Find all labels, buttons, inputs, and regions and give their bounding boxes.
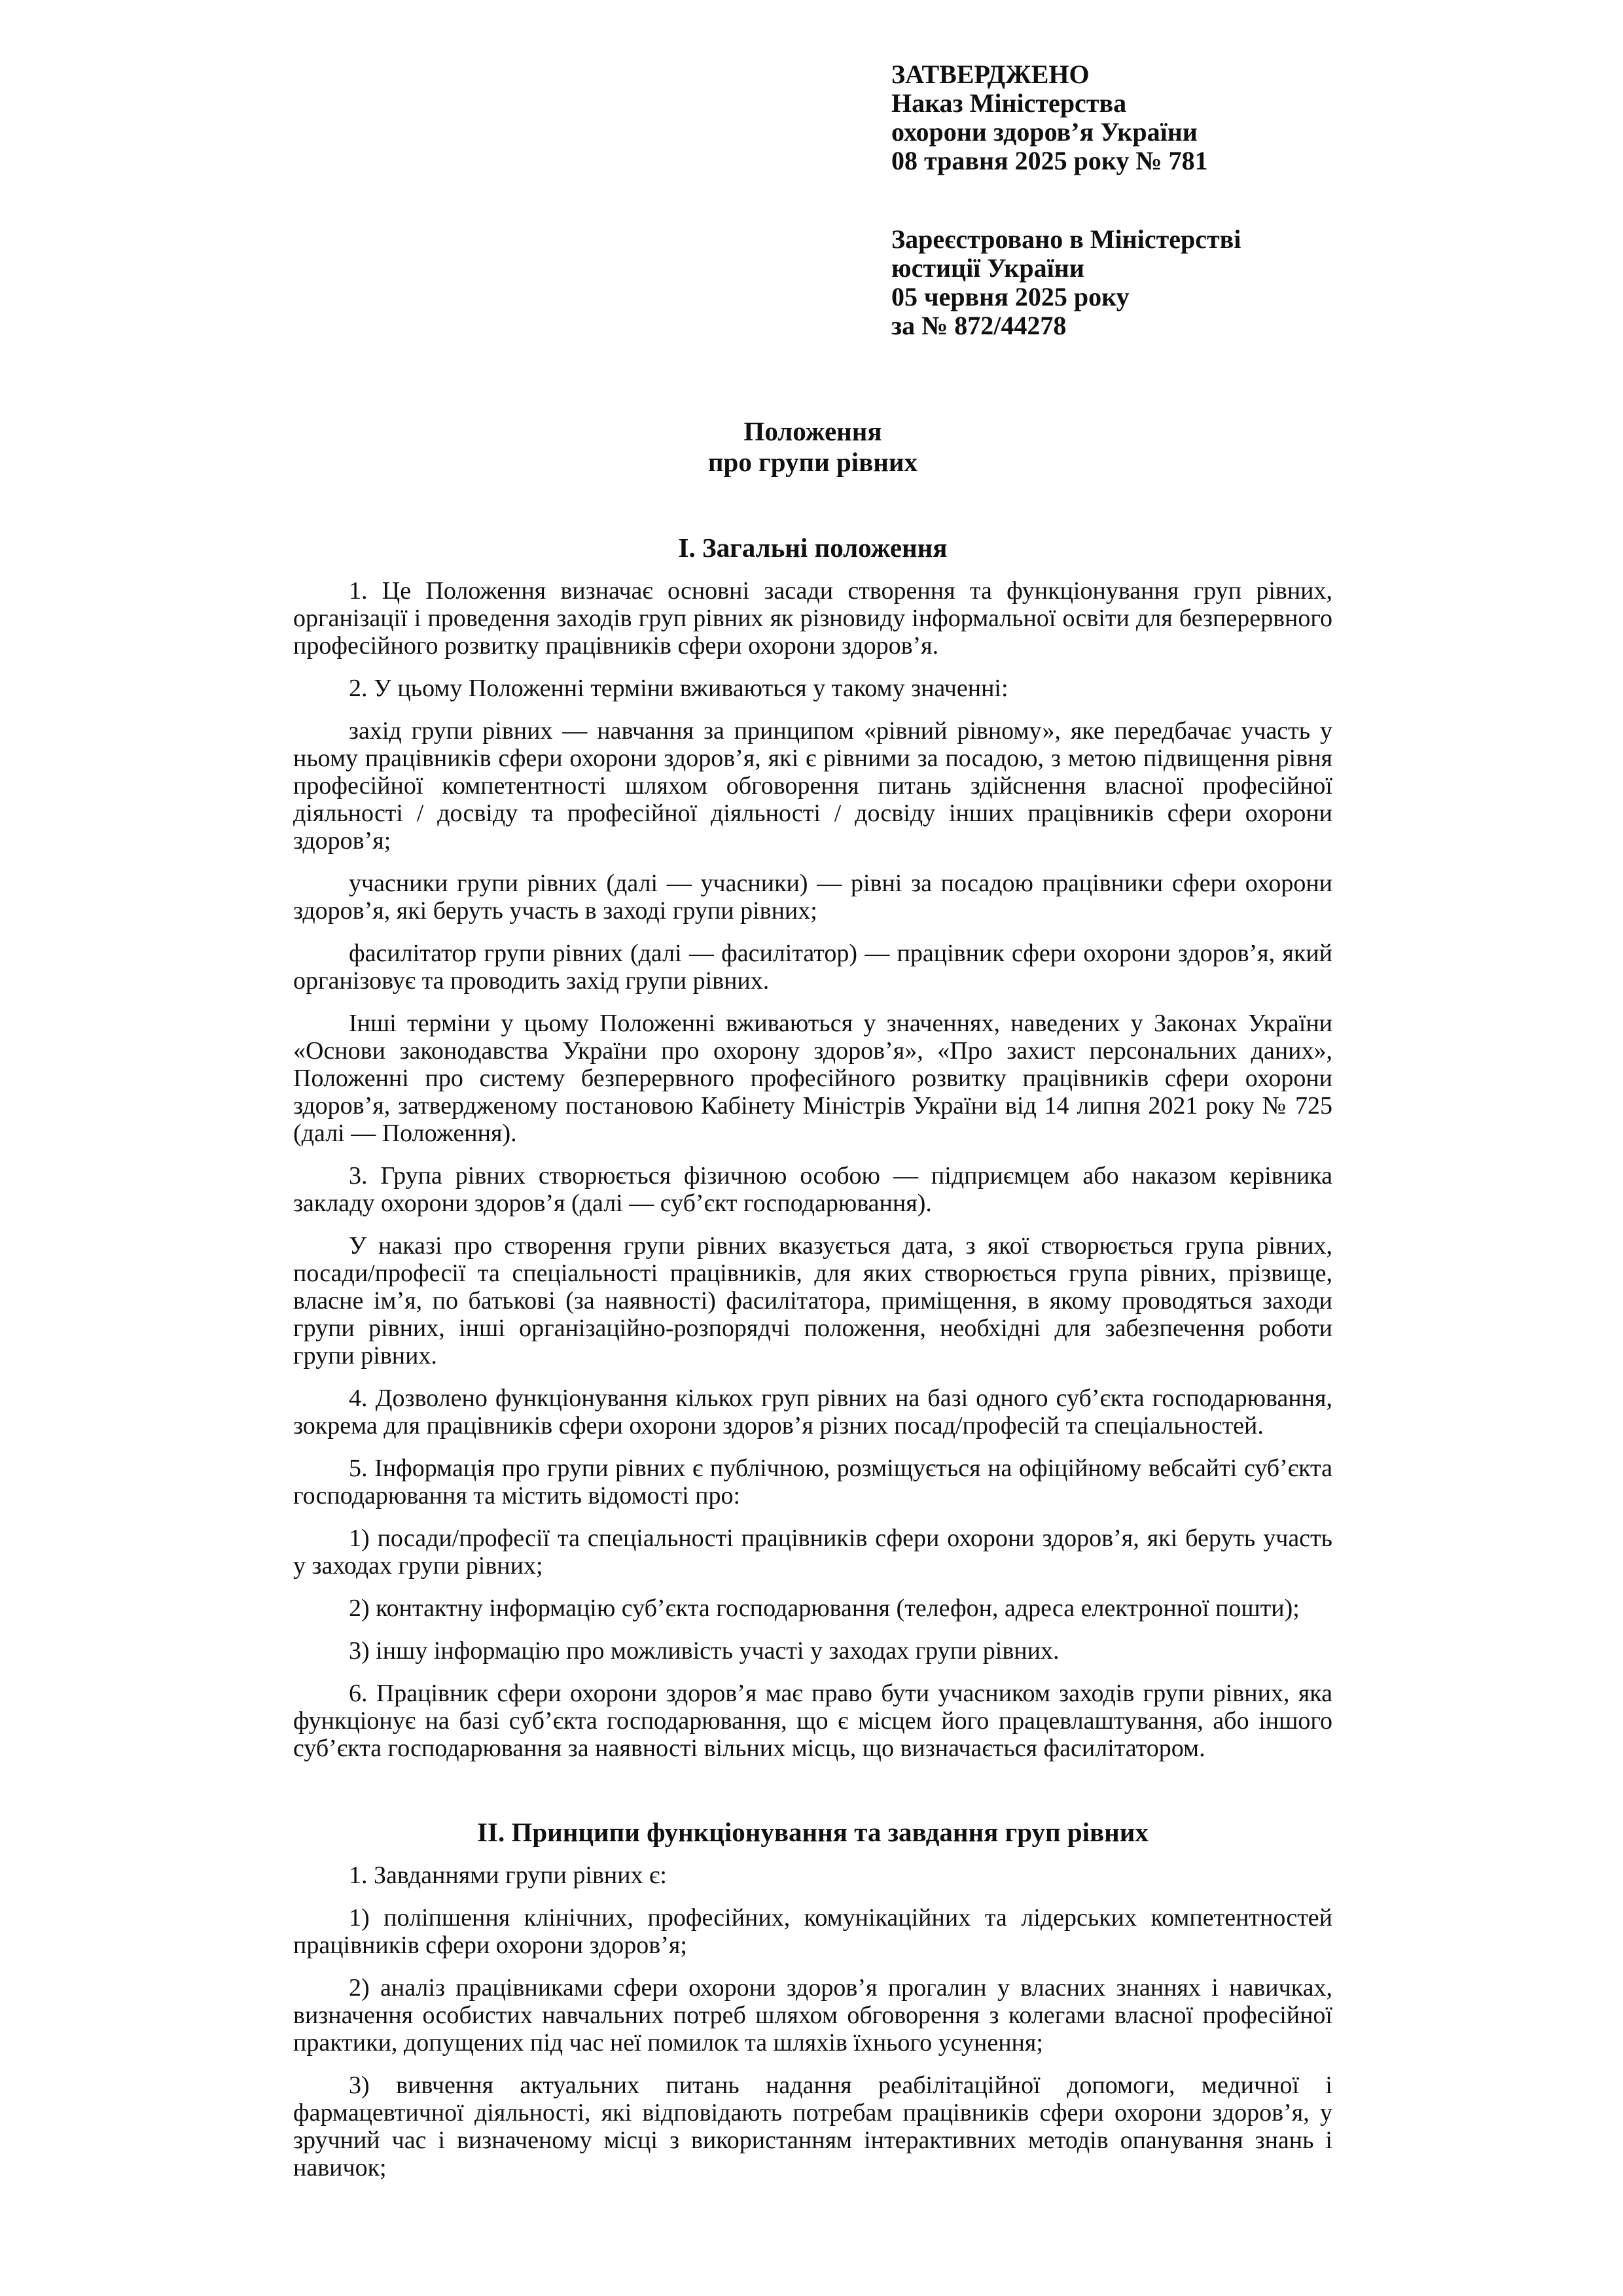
paragraph: 3) вивчення актуальних питань надання реабілітаційної допомоги, медичної і фармацевтичної діяльності, які відповідають потребам працівників сфери охорони здоров’я, у зручний час і визначеному місці з використанням інтерактивних методів опанування знань і навичок; [293, 2072, 1332, 2181]
paragraph: 1) поліпшення клінічних, професійних, комунікаційних та лідерських компетентностей працівників сфери охорони здоров’я; [293, 1904, 1332, 1959]
paragraph: У наказі про створення групи рівних вказується дата, з якої створюється група рівних, посади/професії та спеціальності працівників, для яких створюється група рівних, прізвище, власне ім’я, по батькові (за наявності) фасилітатора, приміщення, в якому проводяться заходи групи рівних, інші організаційно-розпорядчі положення, необхідні для забезпечення роботи групи рівних. [293, 1232, 1332, 1369]
approval-line: ЗАТВЕРДЖЕНО [891, 60, 1090, 89]
registration-block [891, 225, 1332, 340]
section-general-provisions [293, 534, 1332, 1762]
paragraph: 2. У цьому Положенні терміни вживаються у такому значенні: [349, 675, 1008, 702]
paragraph: 5. Інформація про групи рівних є публічною, розміщується на офіційному вебсайті суб’єкта господарювання та містить відомості про: [293, 1455, 1332, 1510]
document-title [293, 416, 1332, 478]
registration-line: за № 872/44278 [891, 311, 1067, 340]
approval-line: Наказ Міністерства [891, 88, 1127, 118]
paragraph: 2) аналіз працівниками сфери охорони здоров’я прогалин у власних знаннях і навичках, визначення особистих навчальних потреб шляхом обговорення з колегами власної професійної практики, допущених під час неї помилок та шляхів їхнього усунення; [293, 1974, 1332, 2057]
paragraph: 2) контактну інформацію суб’єкта господарювання (телефон, адреса електронної пошти); [349, 1595, 1300, 1622]
title-line: Положення [743, 416, 882, 446]
section-heading: ІІ. Принципи функціонування та завдання груп рівних [477, 1817, 1149, 1847]
title-line: про групи рівних [707, 447, 918, 477]
paragraph: захід групи рівних — навчання за принципом «рівний рівному», яке передбачає участь у ньому працівників сфери охорони здоров’я, які є рівними за посадою, з метою підвищення рівня професійної компетентності шляхом обговорення питань здійснення власної професійної діяльності / досвіду та професійної діяльності / досвіду інших працівників сфери охорони здоров’я; [293, 717, 1332, 855]
registration-line: Зареєстровано в Міністерстві [891, 224, 1241, 254]
paragraph: 6. Працівник сфери охорони здоров’я має право бути учасником заходів групи рівних, яка функціонує на базі суб’єкта господарювання, що є місцем його працевлаштування, або іншого суб’єкта господарювання за наявності вільних місць, що визначається фасилітатором. [293, 1680, 1332, 1762]
paragraph: 4. Дозволено функціонування кількох груп рівних на базі одного суб’єкта господарювання, зокрема для працівників сфери охорони здоров’я різних посад/професій та спеціальностей. [293, 1385, 1332, 1439]
paragraph: 1. Завданнями групи рівних є: [349, 1862, 667, 1889]
approval-block [891, 60, 1332, 175]
registration-line: 05 червня 2025 року [891, 282, 1130, 311]
paragraph: 1. Це Положення визначає основні засади створення та функціонування груп рівних, організації і проведення заходів груп рівних як різновиду інформальної освіти для безперервного професійного розвитку працівників сфери охорони здоров’я. [293, 577, 1332, 660]
paragraph: 3. Група рівних створюється фізичною особою — підприємцем або наказом керівника закладу охорони здоров’я (далі — суб’єкт господарювання). [293, 1162, 1332, 1217]
paragraph: учасники групи рівних (далі — учасники) — рівні за посадою працівники сфери охорони здоров’я, які беруть участь в заході групи рівних; [293, 870, 1332, 925]
paragraph: Інші терміни у цьому Положенні вживаються у значеннях, наведених у Законах України «Основи законодавства України про охорону здоров’я», «Про захист персональних даних», Положенні про систему безперервного професійного розвитку працівників сфери охорони здоров’я, затвердженому постановою Кабінету Міністрів України від 14 липня 2021 року № 725 (далі — Положення). [293, 1010, 1332, 1147]
paragraph: 1) посади/професії та спеціальності працівників сфери охорони здоров’я, які беруть участь у заходах групи рівних; [293, 1525, 1332, 1580]
paragraph: 3) іншу інформацію про можливість участі у заходах групи рівних. [349, 1637, 1060, 1665]
approval-line: охорони здоров’я України [891, 117, 1198, 147]
registration-line: юстиції України [891, 253, 1084, 283]
approval-line: 08 травня 2025 року № 781 [891, 146, 1208, 175]
section-heading: І. Загальні положення [678, 533, 948, 563]
section-principles-and-tasks [293, 1818, 1332, 2181]
paragraph: фасилітатор групи рівних (далі — фасилітатор) — працівник сфери охорони здоров’я, який організовує та проводить захід групи рівних. [293, 940, 1332, 995]
